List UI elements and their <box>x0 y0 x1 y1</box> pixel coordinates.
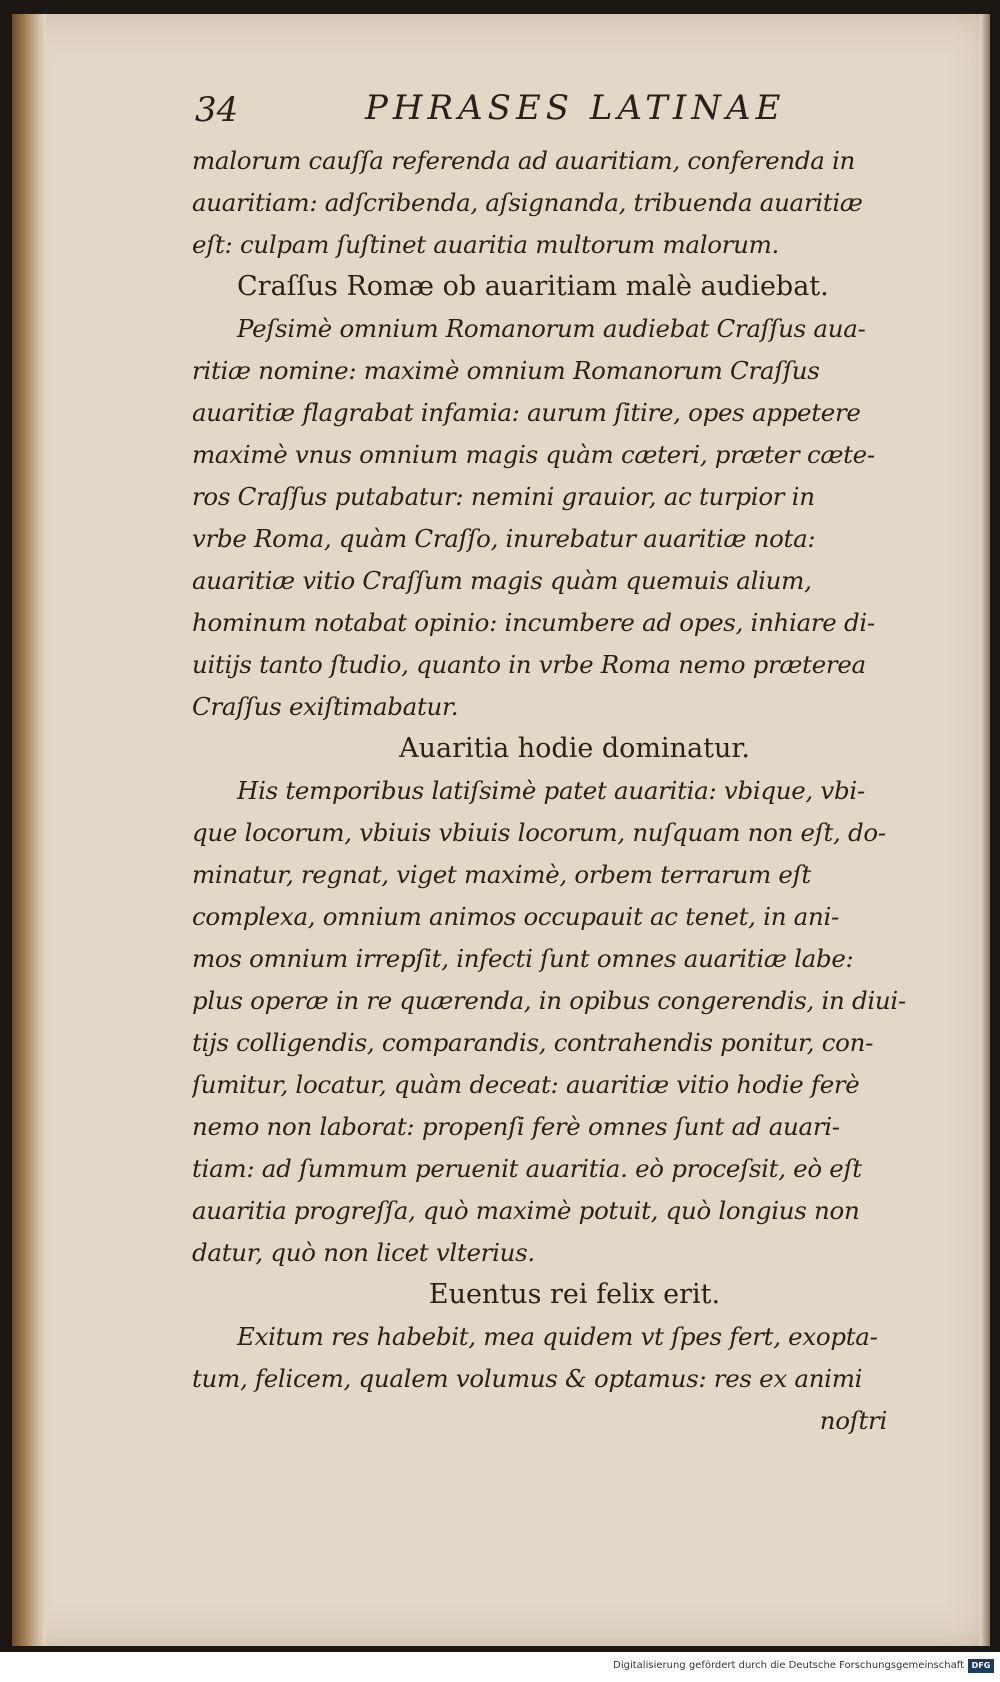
text-line: Peſsimè omnium Romanorum audiebat Craſſus aua- <box>237 314 866 343</box>
text-line: tum, felicem, qualem volumus & optamus: res ex animi <box>192 1364 863 1393</box>
text-line: minatur, regnat, viget maximè, orbem terrarum eſt <box>192 860 811 889</box>
text-line: auaritiæ vitio Craſſum magis quàm quemuis alium, <box>192 566 812 595</box>
page-edge <box>980 14 990 1646</box>
text-line: Craſſus exiſtimabatur. <box>192 692 459 721</box>
text-line: tijs colligendis, comparandis, contrahendis ponitur, con- <box>192 1028 874 1057</box>
text-line: Exitum res habebit, mea quidem vt ſpes fert, exopta- <box>237 1322 878 1351</box>
text-line: auaritiæ flagrabat infamia: aurum ſitire, opes appetere <box>192 398 861 427</box>
text-line: uitijs tanto ſtudio, quanto in vrbe Roma nemo præterea <box>192 650 866 679</box>
text-line: mos omnium irrepſit, infecti ſunt omnes auaritiæ labe: <box>192 944 854 973</box>
text-line: tiam: ad ſummum peruenit auaritia. eò proceſsit, eò eſt <box>192 1154 862 1183</box>
text-line: ritiæ nomine: maximè omnium Romanorum Craſſus <box>192 356 820 385</box>
section-heading: Craſſus Romæ ob auaritiam malè audiebat. <box>237 271 829 302</box>
section-heading: Euentus rei felix erit. <box>428 1279 721 1310</box>
text-line: maximè vnus omnium magis quàm cæteri, præter cæte- <box>192 440 875 469</box>
page-number: 34 <box>195 90 239 130</box>
dfg-logo: DFG <box>968 1659 994 1673</box>
text-line: vrbe Roma, quàm Craſſo, inurebatur auaritiæ nota: <box>192 524 816 553</box>
text-line: plus operæ in re quærenda, in opibus congerendis, in diui- <box>192 986 906 1015</box>
text-line: auaritia progreſſa, quò maximè potuit, quò longius non <box>192 1196 860 1225</box>
text-line: nemo non laborat: propenſi ferè omnes ſunt ad auari- <box>192 1112 840 1141</box>
text-line: ros Craſſus putabatur: nemini grauior, ac turpior in <box>192 482 815 511</box>
digitization-credit: Digitalisierung gefördert durch die Deutsche Forschungsgemeinschaft <box>613 1660 964 1671</box>
text-line: que locorum, vbiuis vbiuis locorum, nuſquam non eſt, do- <box>192 818 886 847</box>
text-line: hominum notabat opinio: incumbere ad opes, inhiare di- <box>192 608 875 637</box>
text-line: auaritiam: adſcribenda, aſsignanda, tribuenda auaritiæ <box>192 188 863 217</box>
text-line: ſumitur, locatur, quàm deceat: auaritiæ vitio hodie ferè <box>192 1070 860 1099</box>
page-header <box>195 86 875 138</box>
text-line: eſt: culpam ſuſtinet auaritia multorum malorum. <box>192 230 780 259</box>
running-title: PHRASES LATINAE <box>365 88 786 128</box>
text-line: His temporibus latiſsimè patet auaritia: vbique, vbi- <box>237 776 865 805</box>
text-line: datur, quò non licet vlterius. <box>192 1238 535 1267</box>
catchword: noſtri <box>819 1406 887 1435</box>
text-line: malorum cauſſa referenda ad auaritiam, conferenda in <box>192 146 856 175</box>
footer-bar <box>0 1652 1000 1682</box>
main-text <box>192 140 957 1442</box>
text-line: complexa, omnium animos occupauit ac tenet, in ani- <box>192 902 839 931</box>
book-gutter <box>12 14 46 1646</box>
section-heading: Auaritia hodie dominatur. <box>399 733 750 764</box>
